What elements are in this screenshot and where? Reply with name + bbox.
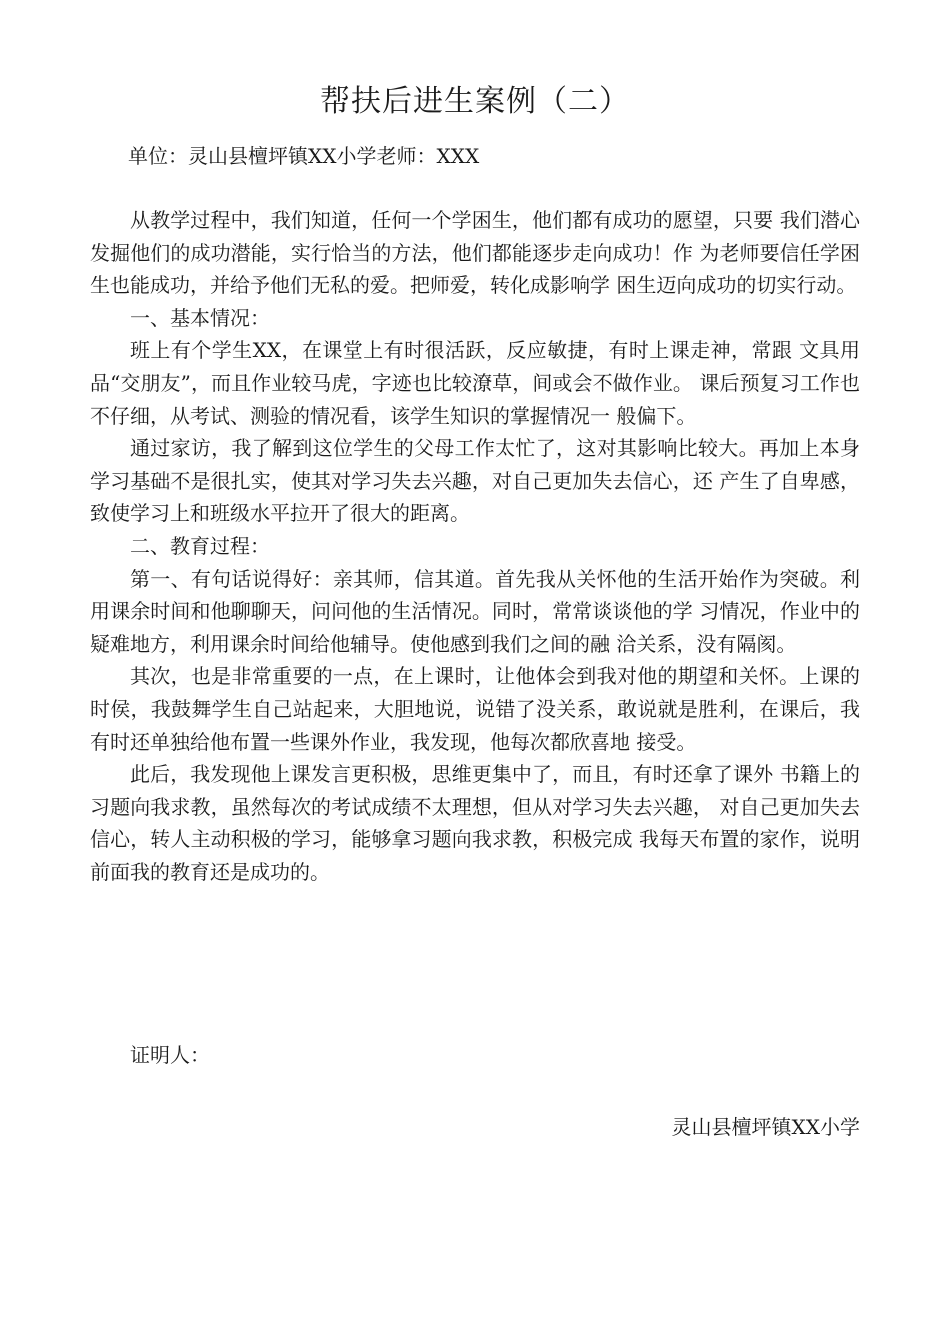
paragraph-intro: 从教学过程中，我们知道，任何一个学困生，他们都有成功的愿望，只要 我们潜心发掘他们的成功潜能，实行恰当的方法，他们都能逐步走向成功！作 为老师要信任学困生也能成功，并给予他们无私的爱。把师爱，转化成影响学 困生迈向成功的切实行动。 <box>90 208 860 298</box>
paragraph-result: 此后，我发现他上课发言更积极，思维更集中了，而且，有时还拿了课外 书籍上的习题向我求教，虽然每次的考试成绩不太理想，但从对学习失去兴趣， 对自己更加失去信心，转人主动积极的学习，能够拿习题向我求教，积极完成 我每天布置的家作，说明前面我的教育还是成功的。 <box>90 762 860 884</box>
paragraph-second-step: 其次，也是非常重要的一点，在上课时，让他体会到我对他的期望和关怀。上课的时侯，我鼓舞学生自己站起来，大胆地说，说错了没关系，敢说就是胜利，在课后，我有时还单独给他布置一些课外作业，我发现，他每次都欣喜地 接受。 <box>90 664 860 754</box>
paragraph-basic-situation: 班上有个学生XX，在课堂上有时很活跃，反应敏捷，有时上课走神，常跟 文具用品“交朋友”，而且作业较马虎，字迹也比较潦草，间或会不做作业。 课后预复习工作也不仔细，从考试、测验的情况看，该学生知识的掌握情况一 般偏下。 <box>90 338 860 428</box>
section-heading-basic: 一、基本情况： <box>130 305 270 330</box>
unit-line: 单位：灵山县檀坪镇XX小学老师：XXX <box>128 144 480 168</box>
document-body <box>90 204 860 888</box>
document-title: 帮扶后进生案例（二） <box>320 84 630 119</box>
section-heading-process: 二、教育过程： <box>130 533 270 558</box>
paragraph-first-step: 第一、有句话说得好：亲其师，信其道。首先我从关怀他的生活开始作为突破。利用课余时间和他聊聊天，问问他的生活情况。同时，常常谈谈他的学 习情况，作业中的疑难地方，利用课余时间给他辅导。使他感到我们之间的融 洽关系，没有隔阂。 <box>90 566 860 656</box>
paragraph-home-visit: 通过家访，我了解到这位学生的父母工作太忙了，这对其影响比较大。再加上本身学习基础不是很扎实，使其对学习失去兴趣，对自己更加失去信心，还 产生了自卑感，致使学习上和班级水平拉开了很大的距离。 <box>90 436 860 526</box>
footer-organization: 灵山县檀坪镇XX小学 <box>671 1115 860 1139</box>
witness-label: 证明人： <box>130 1043 210 1067</box>
